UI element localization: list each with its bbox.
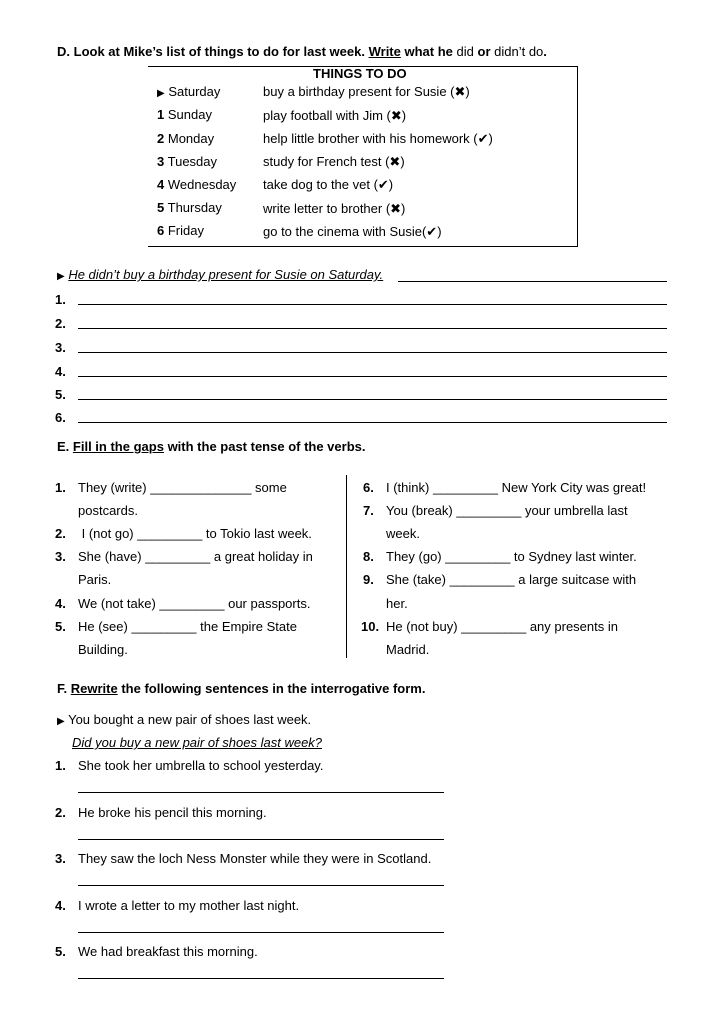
answer-line[interactable] bbox=[78, 885, 444, 886]
todo-number: 5 bbox=[157, 200, 165, 215]
answer-line[interactable] bbox=[78, 399, 667, 400]
todo-task: study for French test (✖) bbox=[263, 154, 405, 169]
exercise-number: 2. bbox=[55, 805, 66, 820]
answer-line[interactable] bbox=[78, 328, 667, 329]
exercise-number: 1. bbox=[55, 480, 66, 495]
exercise-text: Madrid. bbox=[386, 642, 430, 657]
todo-number: 4 bbox=[157, 177, 165, 192]
exercise-text: They (go) _________ to Sydney last winter. bbox=[386, 549, 637, 564]
todo-task: play football with Jim (✖) bbox=[263, 108, 407, 123]
answer-number: 4. bbox=[55, 364, 66, 379]
exercise-text: We had breakfast this morning. bbox=[78, 944, 258, 959]
answer-number: 6. bbox=[55, 410, 66, 425]
section-d-title-part1: Look at Mike’s list of things to do for last week. bbox=[73, 44, 365, 59]
todo-row bbox=[157, 84, 220, 99]
exercise-text: week. bbox=[386, 526, 420, 541]
exercise-number: 3. bbox=[55, 851, 66, 866]
section-f-letter: F. bbox=[57, 681, 68, 696]
exercise-number: 8. bbox=[363, 549, 374, 564]
section-e-title bbox=[57, 439, 366, 454]
section-d-title-write: Write bbox=[368, 44, 401, 59]
todo-row bbox=[157, 107, 212, 122]
answer-line[interactable] bbox=[78, 422, 667, 423]
column-divider bbox=[346, 475, 347, 658]
todo-task: buy a birthday present for Susie (✖) bbox=[263, 84, 470, 99]
exercise-text: He broke his pencil this morning. bbox=[78, 805, 267, 820]
section-d-letter: D. bbox=[57, 44, 70, 59]
section-f-title-underlined: Rewrite bbox=[70, 681, 118, 696]
todo-day: Saturday bbox=[168, 84, 221, 99]
exercise-text: She took her umbrella to school yesterday. bbox=[78, 758, 324, 773]
section-f-example-prompt bbox=[57, 712, 311, 727]
exercise-text: They saw the loch Ness Monster while they were in Scotland. bbox=[78, 851, 432, 866]
answer-line[interactable] bbox=[78, 792, 444, 793]
todo-day: Friday bbox=[167, 223, 204, 238]
todo-day: Sunday bbox=[167, 107, 212, 122]
section-e-title-underlined: Fill in the gaps bbox=[72, 439, 164, 454]
answer-number: 2. bbox=[55, 316, 66, 331]
section-f-example-answer: Did you buy a new pair of shoes last week? bbox=[72, 735, 323, 750]
example-underline bbox=[398, 281, 667, 282]
section-e-title-rest: with the past tense of the verbs. bbox=[167, 439, 366, 454]
exercise-number: 10. bbox=[361, 619, 380, 634]
answer-line[interactable] bbox=[78, 932, 444, 933]
todo-row bbox=[157, 200, 222, 215]
things-to-do-heading: THINGS TO DO bbox=[313, 66, 407, 81]
answer-line[interactable] bbox=[78, 978, 444, 979]
exercise-number: 3. bbox=[55, 549, 66, 564]
exercise-number: 2. bbox=[55, 526, 66, 541]
exercise-text: Paris. bbox=[78, 572, 112, 587]
answer-line[interactable] bbox=[78, 352, 667, 353]
todo-row bbox=[157, 154, 217, 169]
exercise-number: 5. bbox=[55, 619, 66, 634]
todo-row bbox=[157, 177, 236, 192]
todo-task: write letter to brother (✖) bbox=[263, 201, 406, 216]
exercise-number: 5. bbox=[55, 944, 66, 959]
todo-number: 2 bbox=[157, 131, 165, 146]
exercise-text: I (think) _________ New York City was great! bbox=[386, 480, 647, 495]
exercise-text: We (not take) _________ our passports. bbox=[78, 596, 311, 611]
answer-number: 3. bbox=[55, 340, 66, 355]
example-marker: ▶ bbox=[57, 716, 65, 727]
todo-task: take dog to the vet (✔) bbox=[263, 177, 394, 192]
exercise-number: 7. bbox=[363, 503, 374, 518]
exercise-number: 4. bbox=[55, 898, 66, 913]
todo-day: Monday bbox=[167, 131, 215, 146]
todo-number: 3 bbox=[157, 154, 165, 169]
todo-day: Thursday bbox=[167, 200, 222, 215]
exercise-number: 9. bbox=[363, 572, 374, 587]
exercise-text: postcards. bbox=[78, 503, 138, 518]
exercise-text: You (break) _________ your umbrella last bbox=[386, 503, 628, 518]
todo-row bbox=[157, 131, 214, 146]
section-d-title-part2: what he bbox=[404, 44, 453, 59]
exercise-number: 6. bbox=[363, 480, 374, 495]
section-d-title bbox=[57, 44, 547, 59]
section-d-title-period: . bbox=[543, 44, 547, 59]
todo-number: 6 bbox=[157, 223, 165, 238]
exercise-number: 1. bbox=[55, 758, 66, 773]
section-f-title bbox=[57, 681, 425, 696]
answer-number: 1. bbox=[55, 292, 66, 307]
todo-task: go to the cinema with Susie(✔) bbox=[263, 224, 442, 239]
answer-line[interactable] bbox=[78, 376, 667, 377]
exercise-text: I wrote a letter to my mother last night. bbox=[78, 898, 300, 913]
section-d-title-or: or bbox=[477, 44, 491, 59]
example-prompt-text: You bought a new pair of shoes last week. bbox=[68, 712, 312, 727]
section-d-title-did: did bbox=[456, 44, 474, 59]
answer-line[interactable] bbox=[78, 839, 444, 840]
example-sentence: He didn’t buy a birthday present for Susie on Saturday. bbox=[68, 267, 384, 282]
exercise-text: He (see) _________ the Empire State bbox=[78, 619, 297, 634]
example-marker: ▶ bbox=[57, 271, 65, 282]
section-e-letter: E. bbox=[57, 439, 70, 454]
section-f-title-rest: the following sentences in the interrogative form. bbox=[121, 681, 426, 696]
todo-number: 1 bbox=[157, 107, 165, 122]
section-d-example bbox=[57, 267, 383, 282]
answer-number: 5. bbox=[55, 387, 66, 402]
section-d-title-didnt: didn’t do bbox=[494, 44, 544, 59]
answer-line[interactable] bbox=[78, 304, 667, 305]
todo-marker: ▶ bbox=[157, 88, 165, 99]
exercise-text: Building. bbox=[78, 642, 128, 657]
todo-task: help little brother with his homework (✔) bbox=[263, 131, 493, 146]
exercise-number: 4. bbox=[55, 596, 66, 611]
exercise-text: They (write) ______________ some bbox=[78, 480, 287, 495]
exercise-text: He (not buy) _________ any presents in bbox=[386, 619, 618, 634]
exercise-text: her. bbox=[386, 596, 408, 611]
todo-row bbox=[157, 223, 204, 238]
exercise-text: She (have) _________ a great holiday in bbox=[78, 549, 313, 564]
todo-day: Wednesday bbox=[167, 177, 237, 192]
exercise-text: I (not go) _________ to Tokio last week. bbox=[78, 526, 312, 541]
exercise-text: She (take) _________ a large suitcase with bbox=[386, 572, 637, 587]
todo-day: Tuesday bbox=[167, 154, 218, 169]
